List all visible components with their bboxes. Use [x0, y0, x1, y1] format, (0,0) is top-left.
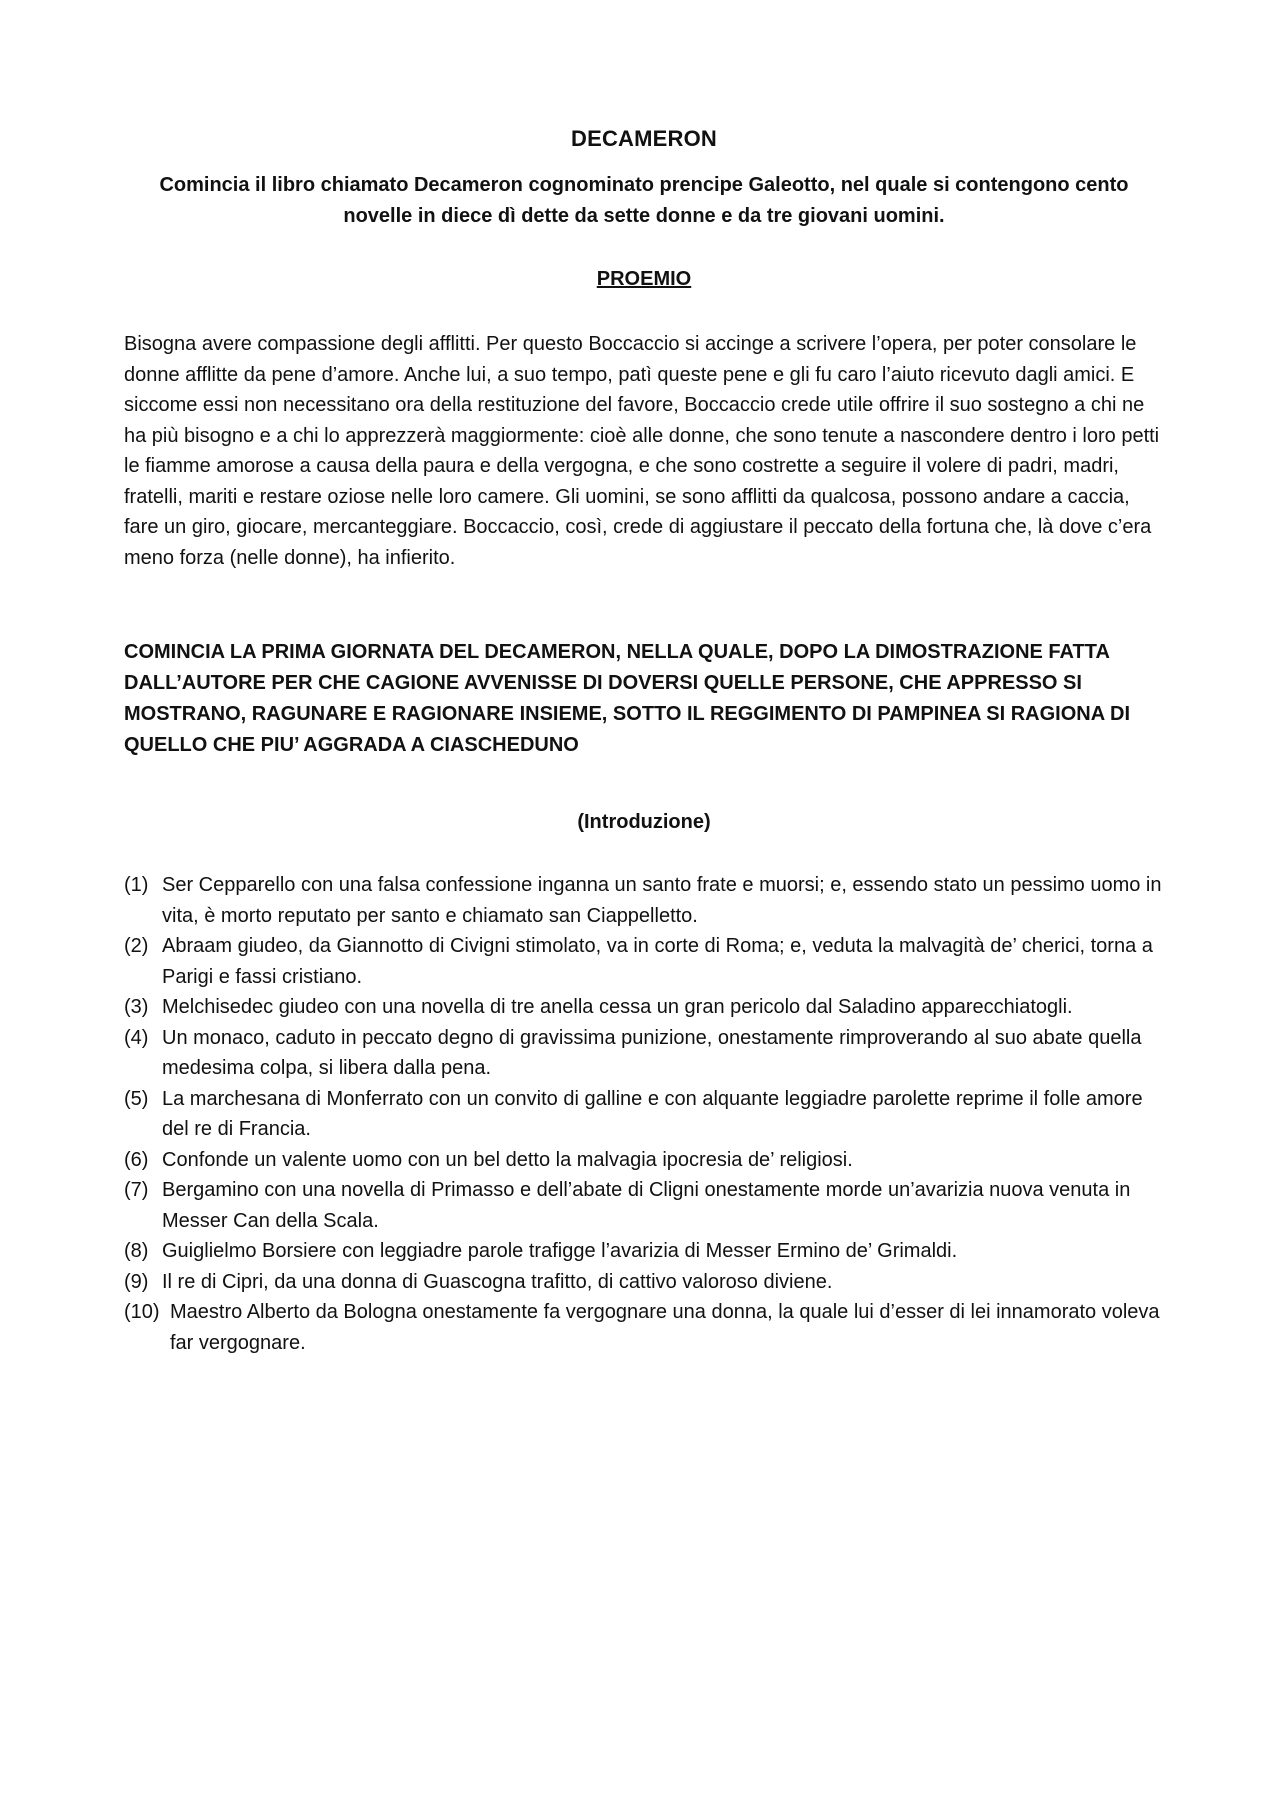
list-item: [124, 1023, 1164, 1084]
list-item: [124, 1175, 1164, 1236]
document-title: DECAMERON: [570, 126, 718, 151]
item-number: (7): [124, 1179, 149, 1201]
list-item: [124, 1267, 1164, 1298]
item-text: Melchisedec giudeo con una novella di tre anella cessa un gran pericolo dal Saladino apparecchiatogli.: [162, 996, 1073, 1018]
list-item: [124, 870, 1164, 931]
proemio-paragraph: Bisogna avere compassione degli afflitti. Per questo Boccaccio si accinge a scrivere l’opera, per poter consolare le donne afflitte da pene d’amore. Anche lui, a suo tempo, patì queste pene e gli fu caro l’aiuto ricevuto dagli amici. E siccome essi non necessitano ora della restituzione del favore, Boccaccio crede utile offrire il suo sostegno a chi ne ha più bisogno e a chi lo apprezzerà maggiormente: cioè alle donne, che sono tenute a nascondere dentro i loro petti le fiamme amorose a causa della paura e della vergogna, e che sono costrette a seguire il volere di padri, madri, fratelli, mariti e restare oziose nelle loro camere. Gli uomini, se sono afflitti da qualcosa, possono andare a caccia, fare un giro, giocare, mercanteggiare. Boccaccio, così, crede di aggiustare il peccato della fortuna che, là dove c’era meno forza (nelle donne), ha infierito.: [124, 333, 1160, 569]
item-number: (5): [124, 1087, 149, 1110]
item-text: Confonde un valente uomo con un bel detto la malvagia ipocresia de’ religiosi.: [162, 1148, 853, 1171]
item-text: Un monaco, caduto in peccato degno di gravissima punizione, onestamente rimproverando al suo abate quella medesima colpa, si libera dalla pena.: [162, 1026, 1142, 1079]
list-item: [124, 1145, 1164, 1176]
list-item: [124, 931, 1164, 992]
list-item: [124, 992, 1164, 1023]
item-number: (10): [124, 1301, 160, 1323]
introduction-heading: (Introduzione): [577, 811, 711, 833]
item-number: (8): [124, 1240, 149, 1262]
list-item: [124, 1297, 1164, 1358]
document-subtitle: Comincia il libro chiamato Decameron cognominato prencipe Galeotto, nel quale si contengono cento novelle in diece dì dette da sette donne e da tre giovani uomini.: [159, 174, 1129, 227]
item-number: (1): [124, 874, 149, 896]
item-number: (2): [124, 935, 149, 957]
item-text: La marchesana di Monferrato con un convito di galline e con alquante leggiadre parolette reprime il folle amore del re di Francia.: [162, 1087, 1143, 1140]
item-text: Abraam giudeo, da Giannotto di Civigni stimolato, va in corte di Roma; e, veduta la malvagità de’ cherici, torna a Parigi e fassi cristiano.: [162, 935, 1153, 988]
document-page: [124, 118, 1164, 1358]
item-text: Guiglielmo Borsiere con leggiadre parole trafigge l’avarizia di Messer Ermino de’ Grimaldi.: [162, 1240, 958, 1262]
proemio-heading: PROEMIO: [596, 268, 692, 290]
item-number: (9): [124, 1270, 149, 1293]
item-text: Ser Cepparello con una falsa confessione inganna un santo frate e muorsi; e, essendo stato un pessimo uomo in vita, è morto reputato per santo e chiamato san Ciappelletto.: [162, 874, 1162, 927]
item-text: Il re di Cipri, da una donna di Guascogna trafitto, di cattivo valoroso diviene.: [162, 1270, 833, 1293]
item-number: (6): [124, 1148, 149, 1171]
item-text: Bergamino con una novella di Primasso e dell’abate di Cligni onestamente morde un’avarizia nuova venuta in Messer Can della Scala.: [162, 1179, 1131, 1232]
item-number: (4): [124, 1026, 149, 1049]
item-number: (3): [124, 996, 149, 1018]
item-text: Maestro Alberto da Bologna onestamente fa vergognare una donna, la quale lui d’esser di lei innamorato voleva far vergognare.: [170, 1301, 1160, 1354]
list-item: [124, 1084, 1164, 1145]
novelle-list: [124, 870, 1164, 1358]
first-day-heading: COMINCIA LA PRIMA GIORNATA DEL DECAMERON, NELLA QUALE, DOPO LA DIMOSTRAZIONE FATTA DALL’AUTORE PER CHE CAGIONE AVVENISSE DI DOVERSI QUELLE PERSONE, CHE APPRESSO SI MOSTRANO, RAGUNARE E RAGIONARE INSIEME, SOTTO IL REGGIMENTO DI PAMPINEA SI RAGIONA DI QUELLO CHE PIU’ AGGRADA A CIASCHEDUNO: [124, 641, 1130, 756]
list-item: [124, 1236, 1164, 1267]
